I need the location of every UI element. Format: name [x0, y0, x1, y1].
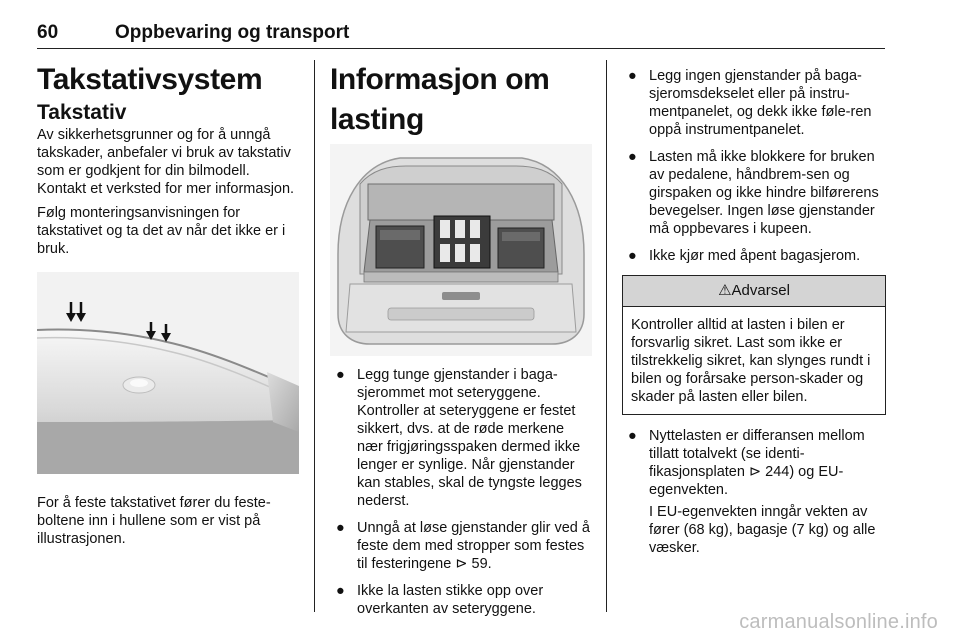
subsection-heading: Takstativ: [37, 101, 127, 124]
section-heading: Informasjon om lasting: [330, 63, 550, 136]
roof-rack-illustration: [37, 272, 299, 474]
paragraph: Følg monteringsanvisningen for takstativet og ta det av når det ikke er i bruk.: [37, 205, 286, 257]
page-header: [37, 8, 885, 49]
paragraph: I EU-egenvekten inngår vekten av fører (68 kg), bagasje (7 kg) og alle væsker.: [649, 504, 876, 556]
list-item: ● Lasten må ikke blokkere for bruken av pedalene, håndbrem-sen og girspaken og ikke hindre bilførerens bevegelser. Ingen løse gjenstander må oppbevares i kupeen.: [628, 149, 879, 237]
paragraph: Av sikkerhetsgrunner og for å unngå takskader, anbefaler vi bruk av takstativ som er godkjent for din bilmodell. Kontakt et verksted for mer informasjon.: [37, 127, 295, 197]
column-3: [622, 67, 886, 557]
page-number: 60: [37, 22, 59, 43]
watermark: carmanualsonline.info: [739, 611, 938, 633]
paragraph: For å feste takstativet fører du feste-boltene inn i hullene som er vist på illustrasjonen.: [37, 495, 271, 547]
bullet-list: [622, 427, 886, 499]
warning-title: ⚠Advarsel: [623, 276, 885, 307]
warning-box: [622, 275, 886, 415]
column-2: [330, 60, 592, 627]
column-1: [37, 60, 302, 548]
column-divider: [606, 60, 607, 612]
warning-body: Kontroller alltid at lasten i bilen er forsvarlig sikret. Last som ikke er tilstrekkelig sikret, kan slynges rundt i bilen og forårsake person-skader og skader på lasten eller bilen.: [631, 317, 871, 405]
bullet-list: [622, 67, 886, 265]
luggage-compartment-illustration: [330, 144, 592, 356]
chapter-title: Oppbevaring og transport: [115, 22, 350, 43]
bullet-list: [330, 366, 592, 618]
list-item: ● Nyttelasten er differansen mellom tillatt totalvekt (se identi-fikasjonsplaten ⊳ 244) og EU-egenvekten.: [628, 428, 865, 498]
list-item: ● Ikke la lasten stikke opp over overkanten av seteryggene.: [336, 583, 544, 617]
list-item: ● Legg ingen gjenstander på baga-sjeromsdekselet eller på instru-mentpanelet, og dekk ikke føle-ren oppå instrumentpanelet.: [628, 68, 872, 138]
column-divider: [314, 60, 315, 612]
list-item: ● Ikke kjør med åpent bagasjerom.: [628, 248, 861, 264]
list-item: ● Unngå at løse gjenstander glir ved å feste dem med stropper som festes til festeringene ⊳ 59.: [336, 520, 590, 572]
section-heading: Takstativsystem: [37, 63, 263, 96]
list-item: ● Legg tunge gjenstander i baga-sjerommet mot seteryggene. Kontroller at seteryggene er festet sikkert, dvs. at de røde merkene nær frigjøringsspaken dermed ikke lenger er synlige. Når gjenstander kan stables, skal de tyngste legges nederst.: [336, 367, 582, 509]
